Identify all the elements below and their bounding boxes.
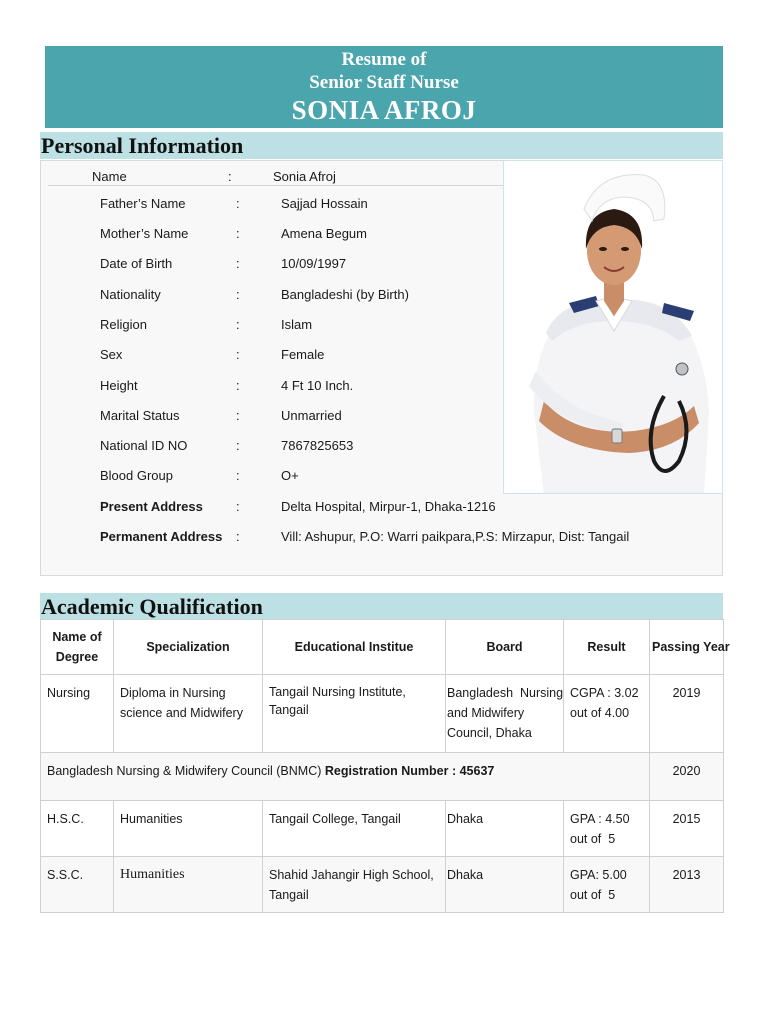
personal-value: 7867825653 [281,438,354,453]
header-year: Passing Year [650,620,724,675]
personal-label: Height [100,378,138,393]
personal-colon: : [236,287,240,302]
personal-label: Nationality [100,287,161,302]
personal-value: 4 Ft 10 Inch. [281,378,354,393]
cell-year: 2013 [650,857,724,913]
personal-colon: : [236,468,240,483]
personal-colon: : [236,438,240,453]
academic-table [40,619,730,913]
personal-label: Father’s Name [100,196,186,211]
personal-colon: : [236,317,240,332]
cell-degree: H.S.C. [41,801,114,857]
personal-colon: : [236,499,240,514]
personal-value: Bangladeshi (by Birth) [281,287,409,302]
table-row [41,675,724,753]
personal-value: Delta Hospital, Mirpur-1, Dhaka-1216 [281,499,496,514]
header-result: Result [564,620,650,675]
cell-board: Dhaka [446,857,564,913]
personal-label: Present Address [100,499,203,514]
table-row [41,857,724,913]
cell-specialization: Humanities [114,801,263,857]
personal-value: Vill: Ashupur, P.O: Warri paikpara,P.S: Mirzapur, Dist: Tangail [281,529,630,544]
personal-colon: : [236,529,240,544]
cell-board: Dhaka [446,801,564,857]
nurse-photo [503,160,723,494]
personal-label: Permanent Address [100,529,223,544]
personal-label: Sex [100,347,123,362]
personal-label: Religion [100,317,147,332]
header-line1: Resume of [341,49,427,70]
personal-value: O+ [281,468,299,483]
personal-colon: : [236,408,240,423]
registration-year: 2020 [650,753,724,801]
academic-qualification-title: Academic Qualification [40,593,723,620]
personal-colon: : [236,378,240,393]
personal-row [100,499,720,515]
header-board: Board [446,620,564,675]
personal-value: 10/09/1997 [281,256,347,271]
personal-label: National ID NO [100,438,188,453]
personal-label: Marital Status [100,408,180,423]
personal-value: Female [281,347,325,362]
registration-cell: Bangladesh Nursing & Midwifery Council (BNMC) Registration Number : 45637 [41,753,650,801]
cell-result: GPA: 5.00 out of 5 [564,857,650,913]
cell-degree: S.S.C. [41,857,114,913]
registration-row [41,753,724,801]
cell-year: 2019 [650,675,724,753]
personal-value: Sonia Afroj [273,169,336,184]
header-institute: Educational Institue [263,620,446,675]
personal-value: Unmarried [281,408,342,423]
nurse-illustration [504,161,723,494]
personal-colon: : [236,347,240,362]
personal-label: Mother’s Name [100,226,189,241]
cell-institute: Tangail Nursing Institute, Tangail [263,675,446,753]
name-underline [48,185,503,186]
cell-specialization: Humanities [114,857,263,913]
cell-result: CGPA : 3.02 out of 4.00 [564,675,650,753]
personal-value: Islam [281,317,313,332]
cell-result: GPA : 4.50 out of 5 [564,801,650,857]
cell-degree: Nursing [41,675,114,753]
cell-board: Bangladesh Nursing and Midwifery Council, Dhaka [446,675,564,753]
personal-colon: : [228,169,232,184]
header-specialization: Specialization [114,620,263,675]
cell-year: 2015 [650,801,724,857]
personal-label: Date of Birth [100,256,173,271]
personal-row [100,529,720,545]
resume-header [45,46,723,128]
cell-institute: Shahid Jahangir High School, Tangail [263,857,446,913]
personal-label: Name [92,169,127,184]
header-line2: Senior Staff Nurse [309,72,459,93]
header-degree: Name of Degree [41,620,114,675]
cell-specialization: Diploma in Nursing science and Midwifery [114,675,263,753]
personal-value: Amena Begum [281,226,367,241]
personal-colon: : [236,256,240,271]
table-row [41,801,724,857]
personal-colon: : [236,196,240,211]
header-name: SONIA AFROJ [291,95,477,125]
personal-value: Sajjad Hossain [281,196,368,211]
personal-label: Blood Group [100,468,173,483]
table-header-row [41,620,724,675]
cell-institute: Tangail College, Tangail [263,801,446,857]
personal-information-title: Personal Information [40,132,723,159]
personal-colon: : [236,226,240,241]
